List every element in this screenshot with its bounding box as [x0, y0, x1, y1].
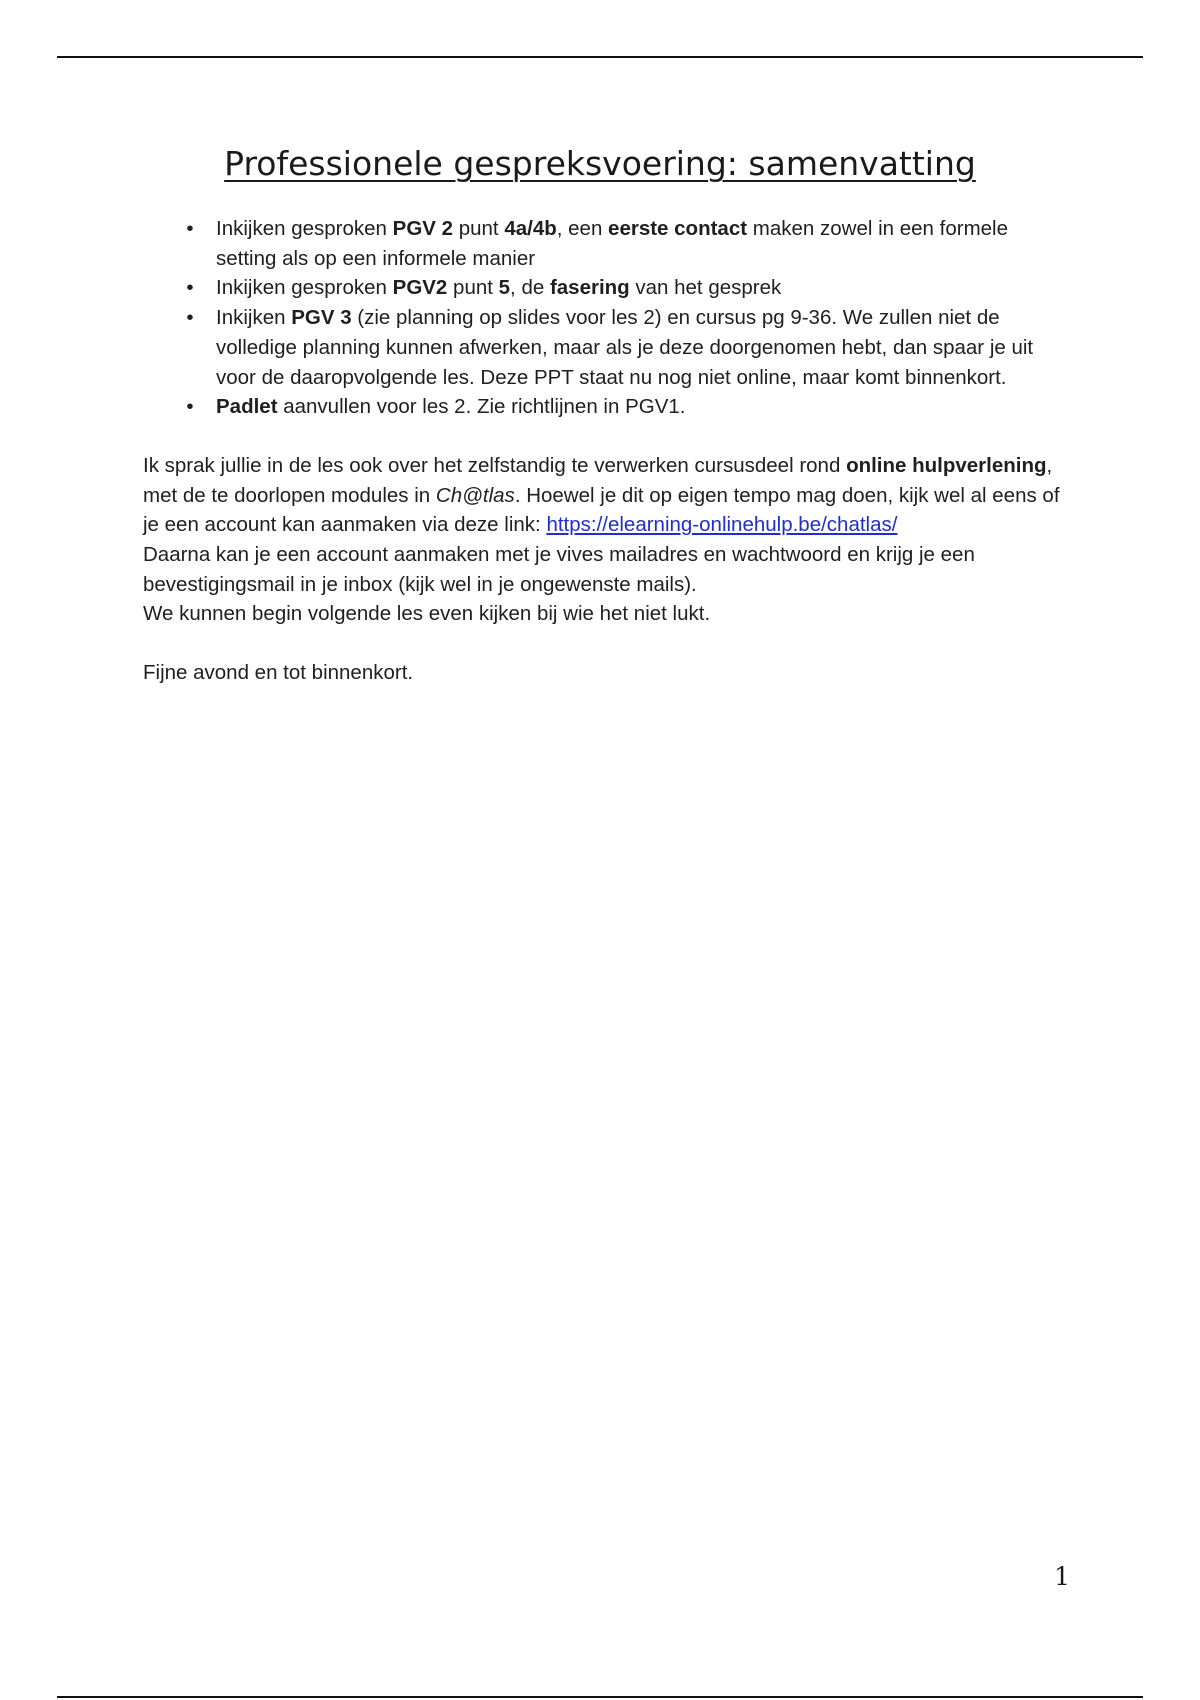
footer-rule: [57, 1696, 1143, 1698]
bullet-icon: •: [186, 217, 194, 240]
next-lesson-paragraph: We kunnen begin volgende les even kijken bij wie het niet lukt.: [143, 602, 711, 626]
bullet-item-pgv2-fasering: [143, 273, 1068, 303]
bullet-icon: •: [186, 276, 194, 300]
paragraph-text: , met de te doorlopen modules in: [143, 453, 1053, 507]
bullet-text: , een: [556, 217, 609, 240]
bullet-bold-text: 4a/4b: [504, 217, 557, 240]
bullet-text: (zie planning op slides voor les 2) en cursus pg 9-36. We zullen niet de volledige planning kunnen afwerken, maar als je deze doorgenomen hebt, dan spaar je uit voor de daaropvolgende les. Deze PPT staat nu nog niet online, maar komt binnenkort.: [216, 306, 1034, 389]
document-body: [143, 214, 1068, 688]
bullet-text: Inkijken gesproken: [216, 217, 393, 240]
bullet-text: Inkijken gesproken: [216, 276, 393, 300]
paragraph-text: . Hoewel je dit op eigen tempo mag doen, kijk wel al eens of je een account kan aanmaken via deze link:: [143, 483, 1060, 537]
bullet-bold-text: 5: [498, 276, 511, 300]
spacer: [143, 629, 1068, 658]
bullet-list: [143, 214, 1068, 422]
bullet-item-pgv3: [143, 303, 1068, 392]
document-title: Professionele gespreksvoering: samenvatting: [224, 144, 976, 183]
closing-line: Fijne avond en tot binnenkort.: [143, 661, 414, 685]
bullet-bold-text: fasering: [549, 276, 630, 300]
spacer: [143, 422, 1068, 451]
bullet-text: maken zowel in een formele setting als op een informele manier: [216, 217, 1008, 270]
chatlas-link[interactable]: https://elearning-onlinehulp.be/chatlas/: [546, 513, 898, 537]
bullet-item-padlet: [143, 392, 1068, 422]
bullet-text: van het gesprek: [629, 276, 782, 300]
bullet-text: punt: [447, 276, 499, 300]
online-help-paragraph: [143, 451, 1068, 540]
paragraph-italic-text: Ch@tlas: [435, 483, 515, 507]
bullet-text: punt: [453, 217, 505, 240]
account-paragraph: Daarna kan je een account aanmaken met je vives mailadres en wachtwoord en krijg je een bevestigingsmail in je inbox (kijk wel in je ongewenste mails).: [143, 543, 975, 596]
bullet-item-pgv2-contact: [143, 214, 1068, 273]
bullet-bold-text: PGV2: [392, 276, 448, 300]
header-rule: [57, 56, 1143, 58]
bullet-text: aanvullen voor les 2. Zie richtlijnen in PGV1.: [277, 395, 686, 419]
bullet-bold-text: PGV 3: [291, 306, 352, 330]
bullet-text: , de: [510, 276, 550, 300]
page-number: 1: [1054, 1562, 1070, 1591]
paragraph-text: Ik sprak jullie in de les ook over het zelfstandig te verwerken cursusdeel rond: [143, 453, 847, 477]
paragraph-bold-text: online hulpverlening: [846, 453, 1047, 477]
bullet-icon: •: [186, 395, 194, 419]
bullet-bold-text: eerste contact: [608, 217, 748, 240]
bullet-bold-text: Padlet: [216, 395, 278, 419]
bullet-icon: •: [186, 306, 194, 330]
bullet-bold-text: PGV 2: [392, 217, 454, 240]
bullet-text: Inkijken: [216, 306, 292, 330]
